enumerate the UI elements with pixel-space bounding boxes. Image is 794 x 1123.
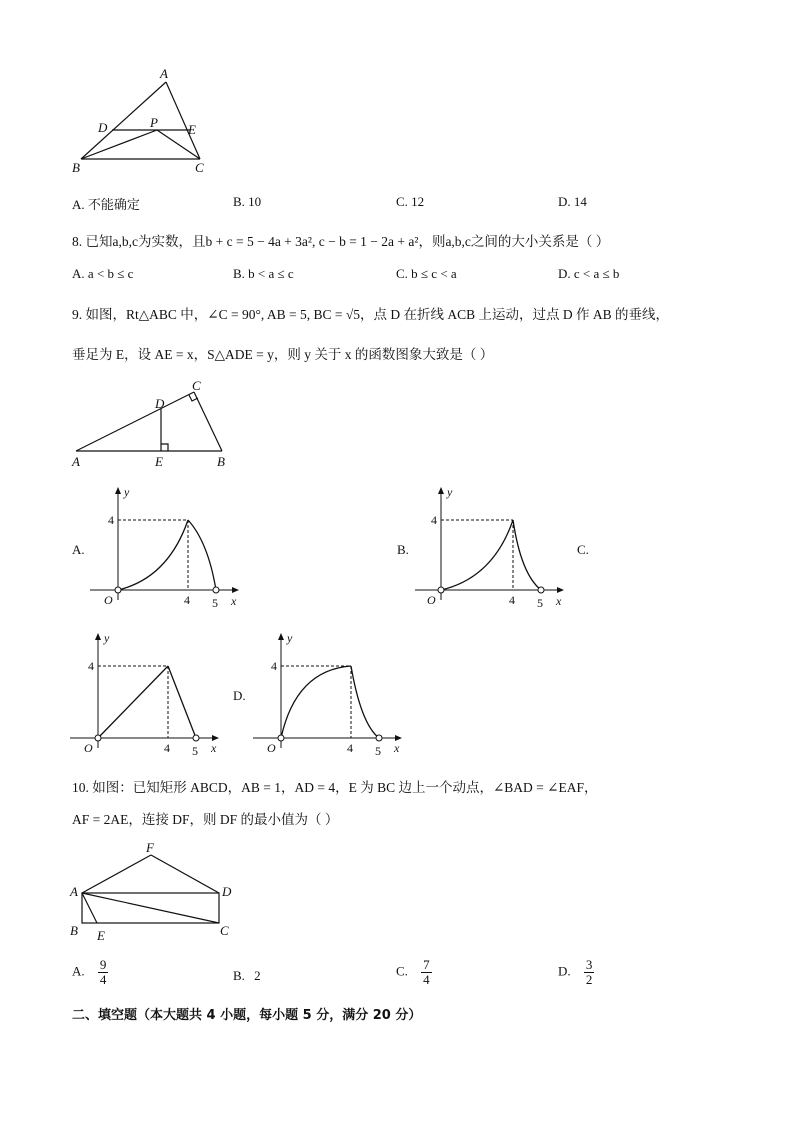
q8-option-d: D. c < a ≤ b	[558, 266, 620, 281]
q9-graph-a	[88, 482, 248, 612]
q8-option-b: B. b < a ≤ c	[233, 266, 294, 281]
denominator: 4	[99, 972, 107, 987]
q10-option-a	[72, 958, 108, 987]
origin-label: O	[427, 593, 436, 607]
numerator: 3	[585, 957, 593, 972]
label-C: C	[192, 378, 201, 393]
label-B: B	[217, 454, 225, 469]
numerator: 9	[99, 957, 107, 972]
label-C: C	[195, 160, 204, 175]
label-A: A	[72, 454, 80, 469]
numerator: 7	[423, 957, 430, 972]
origin-label: O	[267, 741, 276, 755]
label-A: A	[70, 884, 78, 899]
q9-option-d-letter: D.	[233, 688, 246, 703]
q10-option-b	[233, 968, 261, 984]
label-E: E	[97, 928, 105, 943]
label-A: A	[160, 66, 168, 81]
tick-x-4: 4	[509, 593, 515, 607]
denominator: 2	[585, 972, 593, 987]
q10-option-d	[558, 958, 594, 987]
label-B: B	[72, 160, 80, 175]
q9-stem-line2: 垂足为 E，设 AE = x，S△ADE = y，则 y 关于 x 的函数图象大致是（ ）	[72, 347, 494, 362]
axis-x-label: x	[231, 594, 237, 608]
q7-option-a: A. 不能确定	[72, 197, 140, 212]
option-letter: B.	[233, 968, 245, 983]
section-heading: 二、填空题（本大题共 4 小题，每小题 5 分，满分 20 分）	[72, 1008, 422, 1023]
axis-x-label: x	[394, 741, 400, 755]
fraction	[98, 958, 109, 987]
denominator: 4	[423, 972, 430, 987]
q8-option-a: A. a < b ≤ c	[72, 266, 134, 281]
tick-y-4: 4	[108, 513, 114, 527]
q9-graph-d	[251, 628, 411, 758]
q9-option-a-letter: A.	[72, 542, 85, 557]
q7-option-d: D. 14	[558, 194, 587, 209]
axis-x-label: x	[556, 594, 562, 608]
label-E: E	[188, 122, 196, 137]
q9-graph-c	[68, 628, 228, 758]
tick-x-4: 4	[164, 741, 170, 755]
q10-stem-line2: AF = 2AE，连接 DF，则 DF 的最小值为（ ）	[72, 812, 339, 827]
option-letter: C.	[396, 963, 408, 979]
q10-stem-line1: 10. 如图：已知矩形 ABCD，AB = 1，AD = 4，E 为 BC 边上一个动点，∠BAD = ∠EAF，	[72, 780, 598, 795]
label-C: C	[220, 923, 229, 938]
axis-y-label: y	[104, 631, 110, 645]
label-D: D	[155, 396, 165, 411]
q10-rectangle-figure	[64, 836, 244, 946]
q9-graph-b	[413, 482, 573, 612]
q9-option-c-letter: C.	[577, 542, 589, 557]
tick-y-4: 4	[431, 513, 437, 527]
q9-triangle-figure	[64, 374, 244, 470]
tick-x-4: 4	[184, 593, 190, 607]
label-F: F	[146, 840, 154, 855]
tick-x-5: 5	[192, 744, 198, 758]
option-letter: A.	[72, 963, 85, 979]
fraction	[421, 958, 432, 987]
origin-label: O	[104, 593, 113, 607]
label-P: P	[150, 115, 158, 130]
q7-option-b: B. 10	[233, 194, 262, 209]
label-D: D	[98, 120, 108, 135]
q9-option-b-letter: B.	[397, 542, 409, 557]
axis-y-label: y	[124, 485, 130, 499]
tick-x-5: 5	[212, 596, 218, 610]
q8-option-c: C. b ≤ c < a	[396, 266, 457, 281]
q7-triangle-figure	[60, 62, 230, 180]
fraction	[584, 958, 595, 987]
axis-y-label: y	[447, 485, 453, 499]
q7-option-c: C. 12	[396, 194, 425, 209]
tick-x-5: 5	[375, 744, 381, 758]
tick-x-5: 5	[537, 596, 543, 610]
label-B: B	[70, 923, 78, 938]
origin-label: O	[84, 741, 93, 755]
axis-x-label: x	[211, 741, 217, 755]
option-value: 2	[254, 968, 261, 983]
label-D: D	[222, 884, 232, 899]
q8-stem: 8. 已知a,b,c为实数，且b + c = 5 − 4a + 3a², c − b = 1 − 2a + a²，则a,b,c之间的大小关系是（ ）	[72, 234, 610, 249]
option-letter: D.	[558, 963, 571, 979]
tick-y-4: 4	[271, 659, 277, 673]
axis-y-label: y	[287, 631, 293, 645]
q9-stem-line1: 9. 如图，Rt△ABC 中，∠C = 90°, AB = 5, BC = √5，点 D 在折线 ACB 上运动，过点 D 作 AB 的垂线，	[72, 307, 670, 322]
tick-x-4: 4	[347, 741, 353, 755]
q10-option-c	[396, 958, 432, 987]
tick-y-4: 4	[88, 659, 94, 673]
label-E: E	[155, 454, 163, 469]
